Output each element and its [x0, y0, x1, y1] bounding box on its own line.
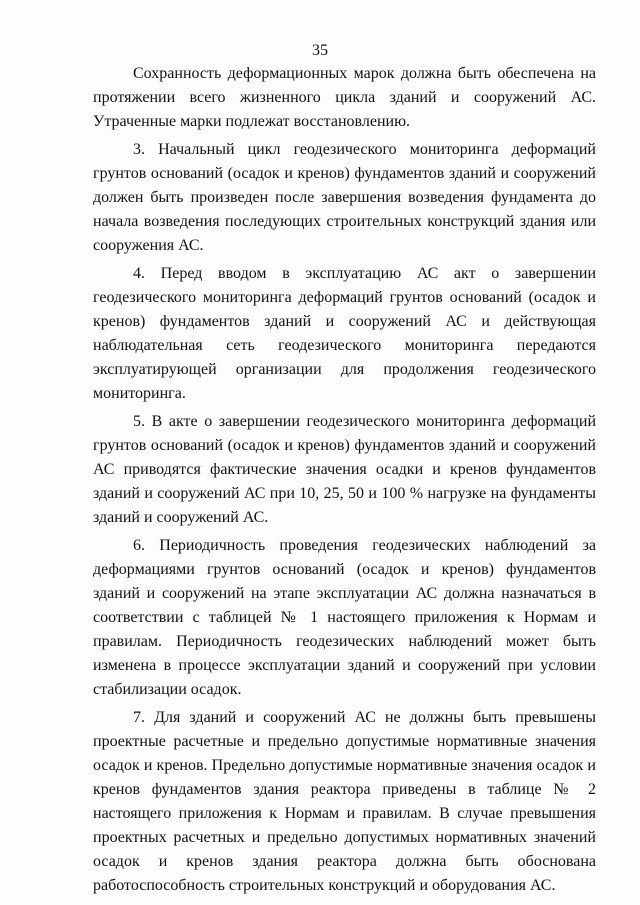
paragraph-item-4: 4. Перед вводом в эксплуатацию АС акт о завершении геодезического мониторинга деформаций грунтов оснований (осадок и кренов) фундаментов зданий и сооружений АС и действующая наблюдательная сеть геодезического мониторинга передаются эксплуатирующей организации для продолжения геодезического мониторинга. — [93, 265, 596, 402]
paragraph-item-6: 6. Периодичность проведения геодезических наблюдений за деформациями грунтов оснований (осадок и кренов) фундаментов зданий и сооружений на этапе эксплуатации АС должна назначаться в соответствии с таблицей № 1 настоящего приложения к Нормам и правилам. Периодичность геодезических наблюдений может быть изменена в процессе эксплуатации зданий и сооружений при условии стабилизации осадок. — [93, 537, 596, 698]
paragraph-item-3: 3. Начальный цикл геодезического мониторинга деформаций грунтов оснований (осадок и кренов) фундаментов зданий и сооружений должен быть произведен после завершения возведения фундамента до начала возведения последующих строительных конструкций здания или сооружения АС. — [93, 141, 596, 254]
page-number: 35 — [312, 42, 328, 59]
paragraph-markers-preservation: Сохранность деформационных марок должна быть обеспечена на протяжении всего жизненного цикла зданий и сооружений АС. Утраченные марки подлежат восстановлению. — [93, 65, 596, 130]
paragraph-item-7: 7. Для зданий и сооружений АС не должны быть превышены проектные расчетные и предельно допустимые нормативные значения осадок и кренов. Предельно допустимые нормативные значения осадок и кренов фундаментов здания реактора приведены в таблице № 2 настоящего приложения к Нормам и правилам. В случае превышения проектных расчетных и предельно допустимых нормативных значений осадок и кренов здания реактора должна быть обоснована работоспособность строительных конструкций и оборудования АС. — [93, 709, 596, 894]
paragraph-item-5: 5. В акте о завершении геодезического мониторинга деформаций грунтов оснований (осадок и кренов) фундаментов зданий и сооружений АС приводятся фактические значения осадки и кренов фундаментов зданий и сооружений АС при 10, 25, 50 и 100 % нагрузке на фундаменты зданий и сооружений АС. — [93, 413, 596, 526]
document-body — [93, 62, 596, 898]
